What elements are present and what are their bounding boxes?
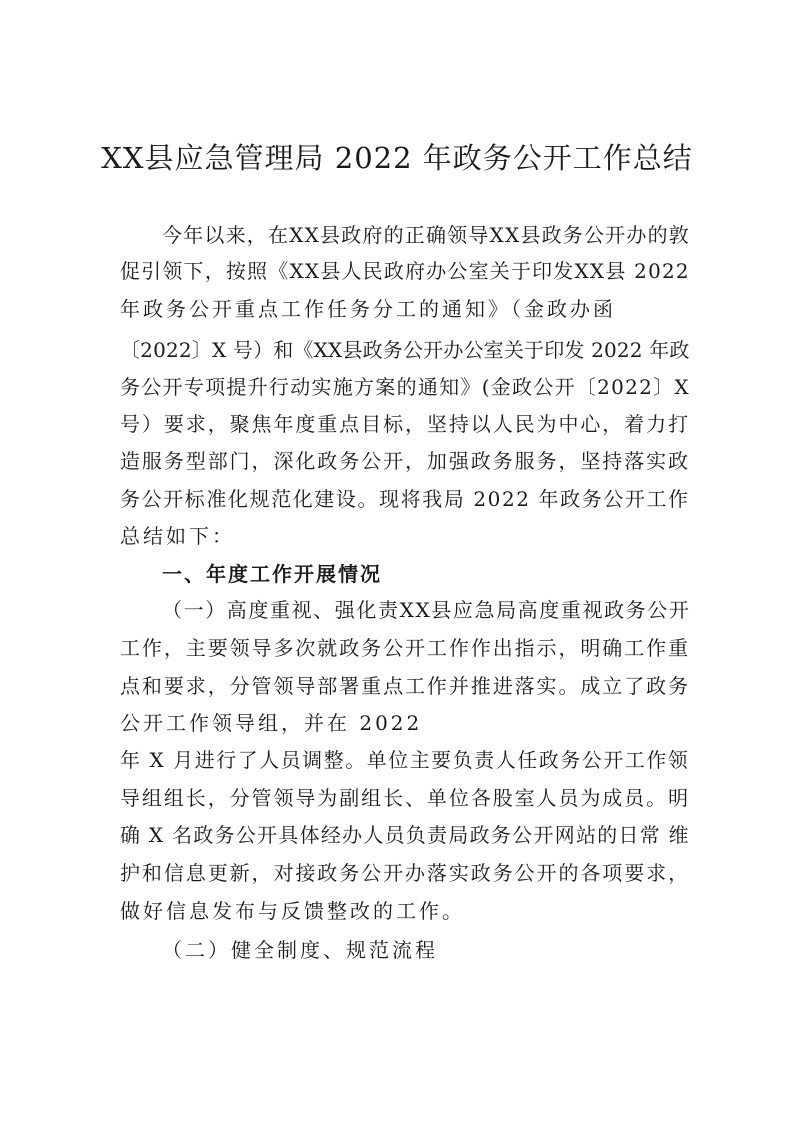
paragraph-line: 公开工作领导组，并在 2022 <box>120 711 423 735</box>
paragraph-line: 做好信息发布与反馈整改的工作。 <box>120 899 465 923</box>
paragraph-line: 工作，主要领导多次就政务公开工作作出指示，明确工作重 <box>120 636 690 660</box>
paragraph-line: 确 X 名政务公开具体经办人员负责局政务公开网站的日常 维 <box>120 824 690 847</box>
paragraph-line: （一）高度重视、强化责XX县应急局高度重视政务公开 <box>162 598 691 622</box>
paragraph-line: 点和要求，分管领导部署重点工作并推进落实。成立了政务 <box>120 674 690 698</box>
paragraph-line: 造服务型部门，深化政务公开，加强政务服务，坚持落实政 <box>120 449 690 473</box>
paragraph-line: 导组组长，分管领导为副组长、单位各股室人员为成员。明 <box>120 786 690 810</box>
paragraph-line: 务公开专项提升行动实施方案的通知》(金政公开〔2022〕X <box>120 375 690 399</box>
section-heading: 一、年度工作开展情况 <box>162 562 382 586</box>
paragraph-line: 促引领下，按照《XX县人民政府办公室关于印发XX县 2022 <box>120 260 690 283</box>
subsection-heading: （二）健全制度、规范流程 <box>162 938 438 962</box>
paragraph-line: 〔2022〕X 号）和《XX县政务公开办公室关于印发 2022 年政 <box>120 338 690 362</box>
paragraph-line: 务公开标准化规范化建设。现将我局 2022 年政务公开工作 <box>120 487 690 511</box>
paragraph-line: 总结如下： <box>120 524 235 548</box>
paragraph-line: 年政务公开重点工作任务分工的通知》（金政办函 <box>120 297 616 321</box>
paragraph-line: 号）要求，聚焦年度重点目标，坚持以人民为中心，着力打 <box>120 412 690 436</box>
document-title: XX县应急管理局 2022 年政务公开工作总结 <box>101 141 693 175</box>
paragraph-line: 年 X 月进行了人员调整。单位主要负责人任政务公开工作领 <box>120 749 690 772</box>
paragraph-line: 今年以来，在XX县政府的正确领导XX县政务公开办的敦 <box>162 223 690 247</box>
paragraph-line: 护和信息更新，对接政务公开办落实政务公开的各项要求， <box>120 861 690 885</box>
